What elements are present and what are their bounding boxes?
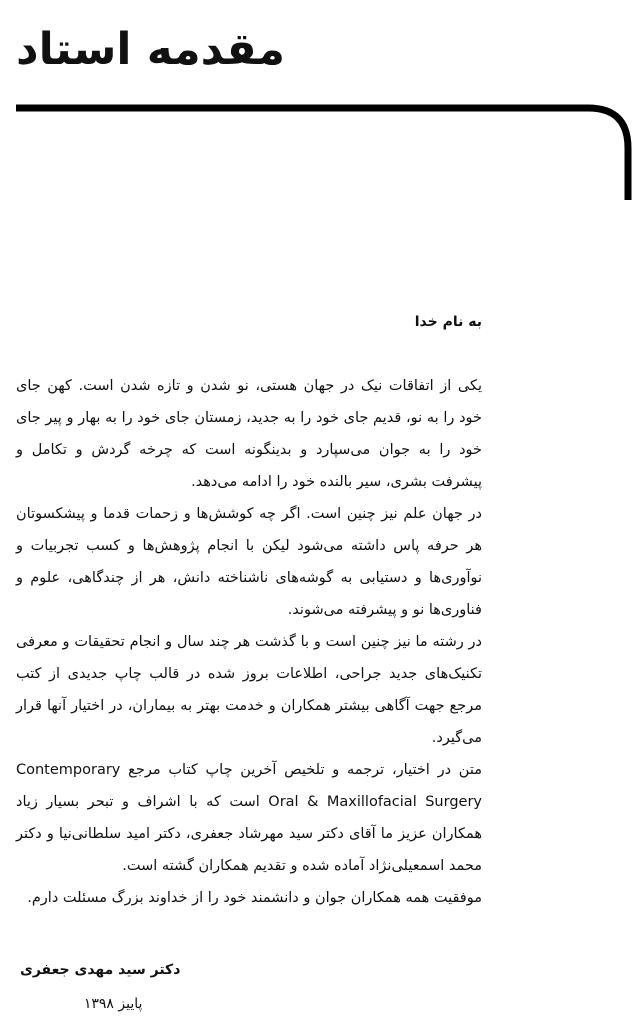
greeting: به نام خدا	[414, 314, 482, 330]
signature-name: دکتر سید مهدی جعفری	[20, 962, 181, 978]
header-rule-line	[16, 108, 628, 200]
page-title: مقدمه استاد	[16, 24, 285, 75]
paragraph: در جهان علم نیز چنین است. اگر چه کوشش‌ها و زحمات قدما و پیشکسوتان هر حرفه پاس داشته می‌شود لیکن با انجام پژوهش‌ها و کسب تجربیات و نوآوری‌ها و دستیابی به گوشه‌های ناشناخته دانش، هر از چندگاهی، علوم و فناوری‌ها نو و پیشرفته می‌شوند.	[16, 506, 482, 618]
paragraph: یکی از اتفاقات نیک در جهان هستی، نو شدن و تازه شدن است. کهن جای خود را به نو، قدیم جای خود را به جدید، زمستان جای خود را به بهار و پیر جای خود را به جوان می‌سپارد و بدینگونه است که چرخه گردش و تکامل و پیشرفت بشری، سیر بالنده خود را ادامه می‌دهد.	[16, 378, 482, 490]
preface-body	[16, 308, 482, 914]
paragraph: متن در اختیار، ترجمه و تلخیص آخرین چاپ کتاب مرجع Contemporary Oral & Maxillofacial Surgery است که با اشراف و تبحر بسیار زیاد همکاران عزیز ما آقای دکتر سید مهرشاد جعفری، دکتر امید سلطانی‌نیا و دکتر محمد اسمعیلی‌نژاد آماده شده و تقدیم همکاران گشته است.	[16, 762, 482, 874]
paragraph: در رشته ما نیز چنین است و با گذشت هر چند سال و انجام تحقیقات و معرفی تکنیک‌های جدید جراحی، اطلاعات بروز شده در قالب چاپ جدیدی از کتب مرجع جهت آگاهی بیشتر همکاران و خدمت بهتر به بیماران، در اختیار آنها قرار می‌گیرد.	[16, 634, 482, 746]
paragraph: موفقیت همه همکاران جوان و دانشمند خود را از خداوند بزرگ مسئلت دارم.	[27, 890, 482, 906]
signature-block	[20, 956, 180, 1018]
header-rule	[16, 104, 636, 204]
signature-date: پاییز ۱۳۹۸	[83, 996, 143, 1012]
